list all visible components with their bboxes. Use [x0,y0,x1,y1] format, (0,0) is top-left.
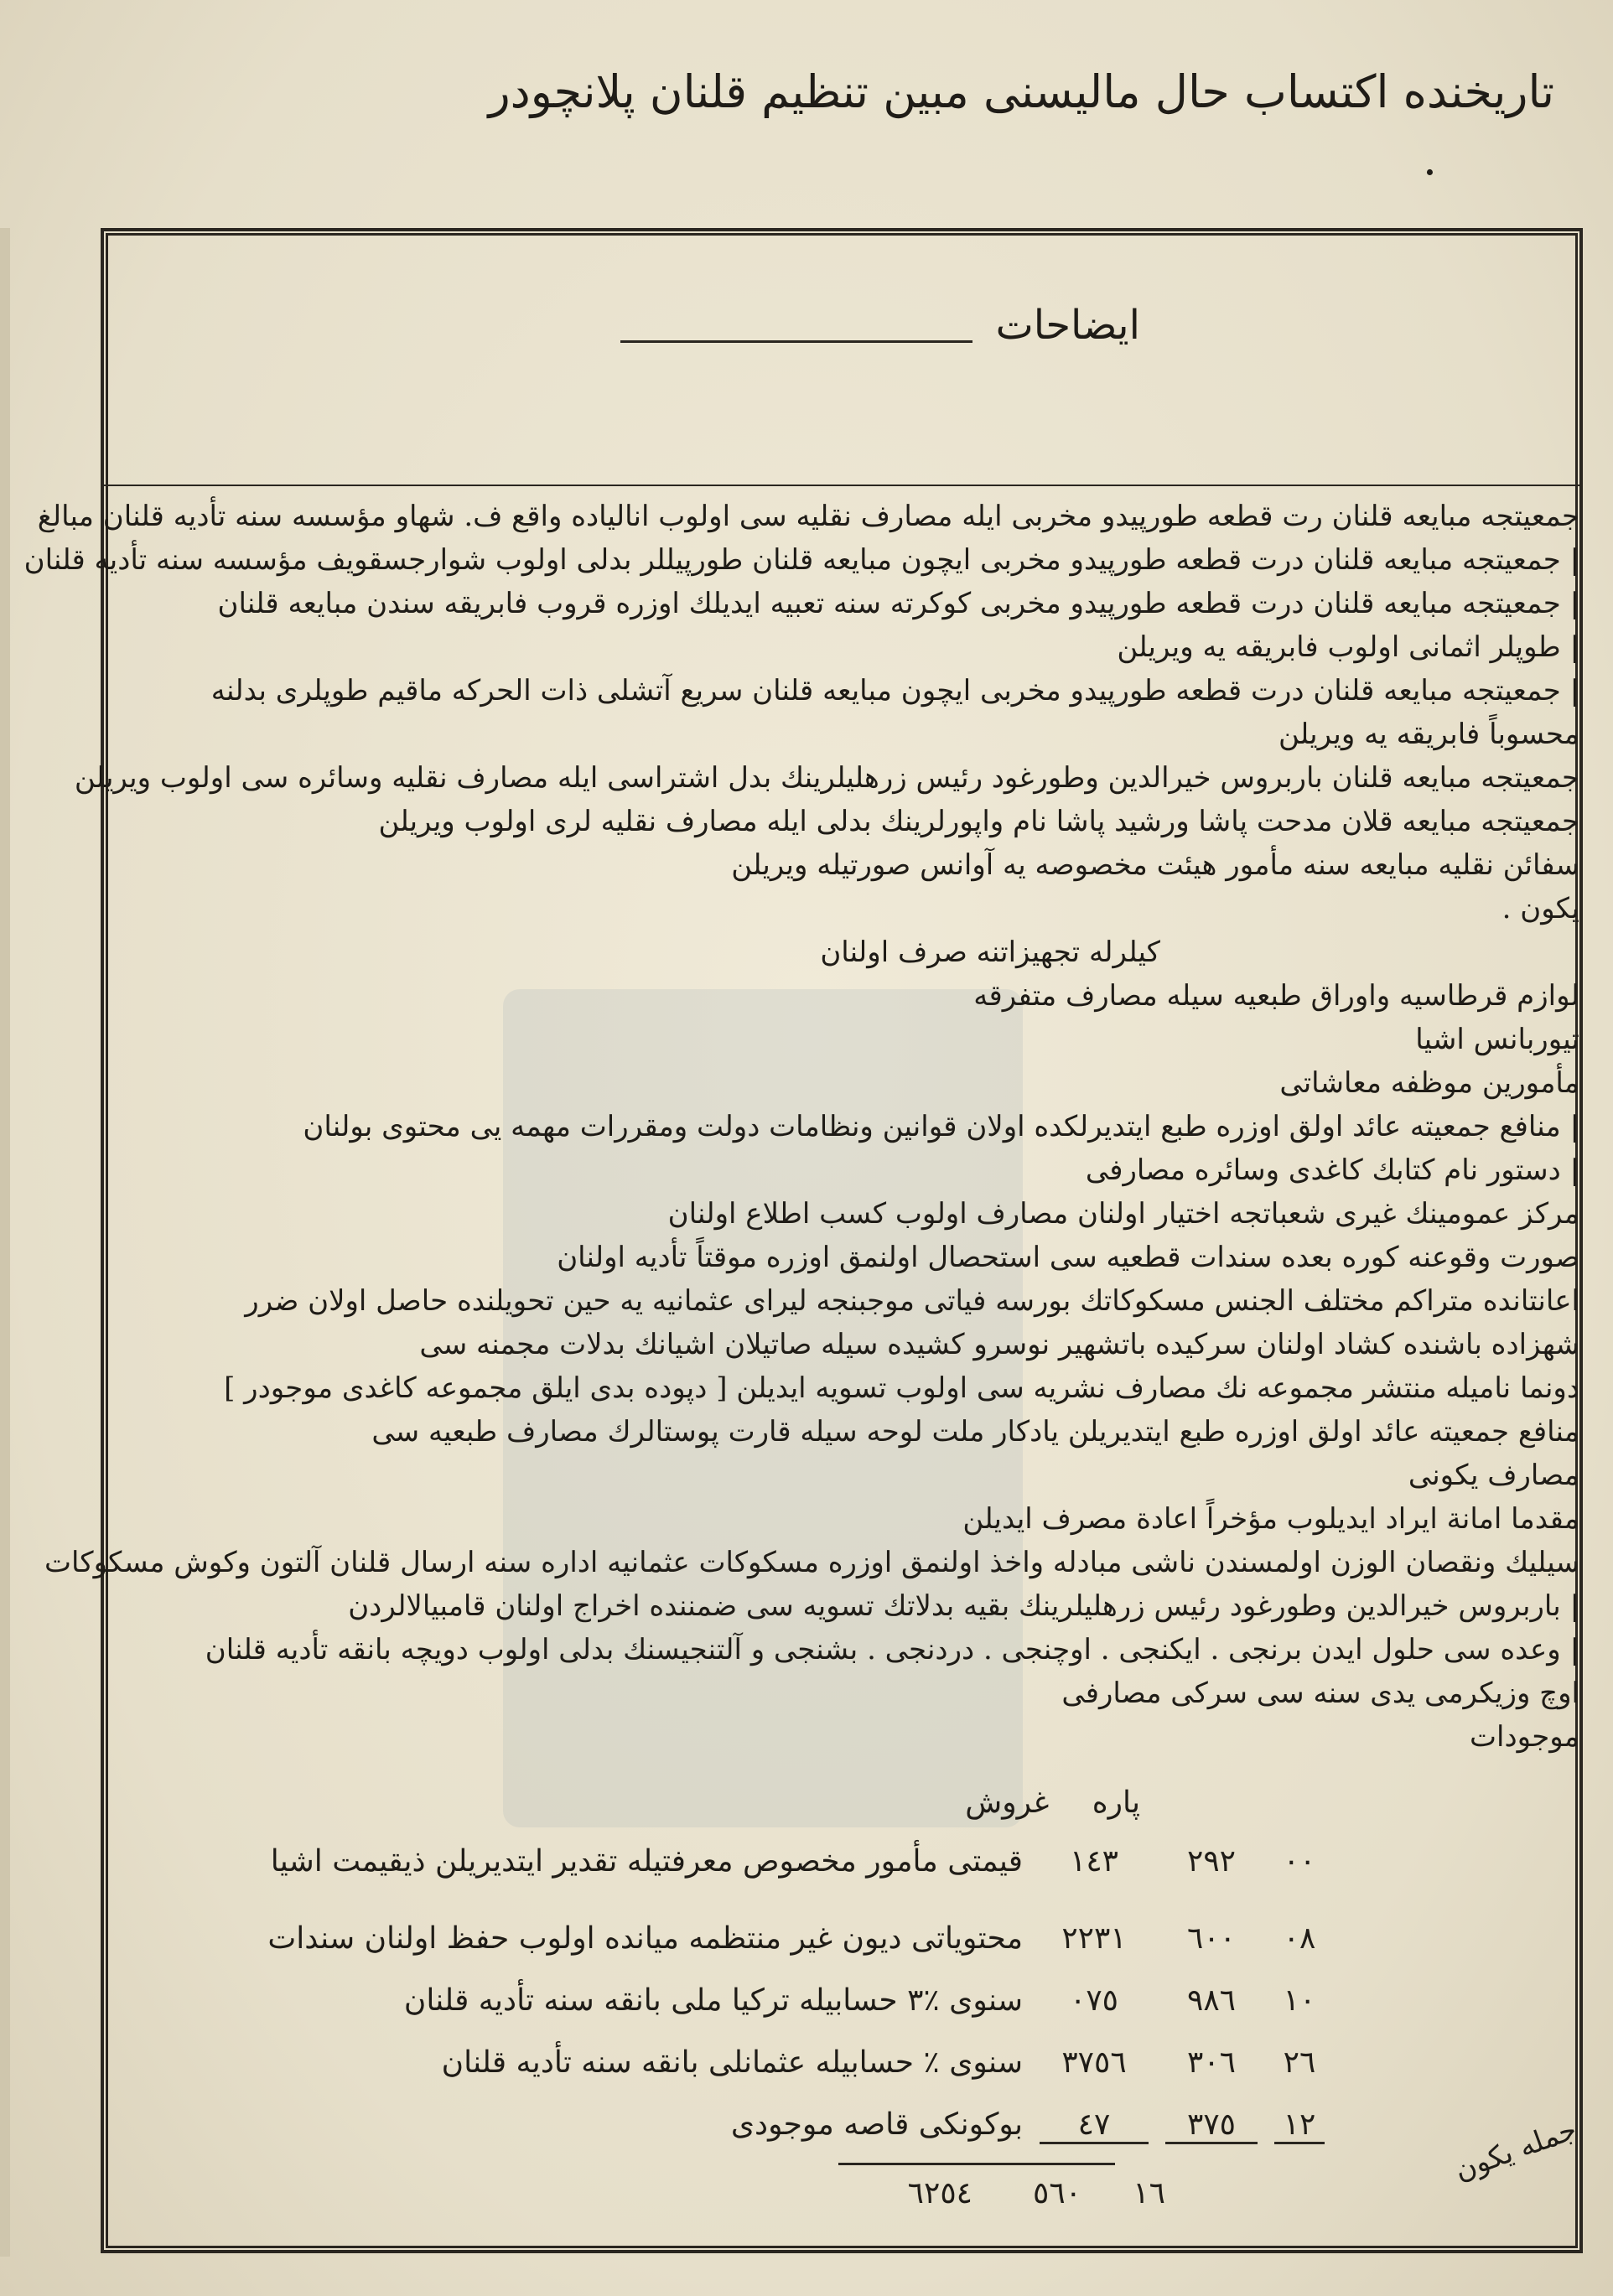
page-header [79,59,1554,193]
text-line: | باربروس خیرالدین وطورغود رئیس زرهلیلرینك بقیه بدلاتك تسویه سی ضمننده اخراج اولنان قامبیالالردن [348,1589,1579,1623]
text-line: دونما نامیله منتشر مجموعه نك مصارف نشریه سی اولوب تسویه ایدیلن [ دپوده بدی ایلق مجموعه کاغدی موجودر ] [224,1371,1579,1405]
text-line: سفائن نقلیه مبایعه سنه مأمور هیئت مخصوصه یه آوانس صورتیله ویریلن [731,848,1579,882]
cell-lira: ٠٧٥ [1069,1983,1118,2018]
cell-desc: قیمتی مأمور مخصوص معرفتیله تقدیر ایتدیریلن ذیقیمت اشیا [270,1844,1023,1879]
text-line: تیوربانس اشیا [1415,1023,1579,1056]
heading-rule [620,340,972,343]
text-line: مأمورین موظفه معاشاتی [1279,1066,1579,1100]
cell-desc: سنوی ٪ حسابیله عثمانلی بانقه سنه تأدیه قلنان [441,2045,1023,2080]
section-divider [104,485,1579,486]
table-row [184,2045,1559,2096]
text-line: مصارف یکونی [1408,1459,1579,1492]
text-line: لوازم قرطاسیه واوراق طبعیه سیله مصارف متفرقه [973,979,1579,1013]
text-line: شهزاده باشنده کشاد اولنان سرکیده باتشهیر نوسرو کشیده سیله صاتیلان اشیانك بدلات مجمنه سی [419,1328,1579,1361]
cell-desc: محتویاتی دیون غیر منتظمه میانده اولوب حفظ اولنان سندات [267,1921,1023,1956]
text-line: یکون . [1501,892,1579,925]
cell-lira: ٢٢٣١ [1061,1921,1127,1956]
text-line: | دستور نام کتابك کاغدی وسائره مصارفی [1085,1153,1579,1187]
cell-lira: ٣٧٥٦ [1061,2045,1127,2080]
total-label: جمله یکون [1450,2112,1582,2188]
table-header [889,1785,1140,1820]
text-line: | جمعیتجه مبایعه قلنان درت قطعه طورپیدو مخربی کوکرته سنه تعبیه ایدیلك اوزره قروب فابریقه سندن مبایعه قلنان [217,587,1579,620]
total-lira: ٦٢٥٤ [907,2176,972,2210]
cell-kurus: ٦٠٠ [1186,1921,1236,1956]
cell-desc: بوکونکی قاصه موجودی [730,2107,1023,2142]
cell-kurus: ٢٩٢ [1186,1844,1236,1879]
cell-kurus: ٣٠٦ [1186,2045,1236,2080]
text-line: | جمعیتجه مبایعه قلنان درت قطعه طورپیدو مخربی ایچون مبایعه قلنان سریع آتشلی ذات الحرکه ماقیم طوپلری بدلنه [210,674,1579,707]
text-line: مقدما امانة ایراد ایدیلوب مؤخراً اعادة مصرف ایدیلن [962,1502,1579,1536]
table-row [184,2107,1559,2158]
section-title: ایضاحات [995,302,1140,349]
sum-rule [838,2163,1115,2165]
text-line: مرکز عمومینك غیری شعباتجه اختیار اولنان مصارف اولوب کسب اطلاع اولنان [667,1197,1579,1231]
text-line: اعانتانده متراکم مختلف الجنس مسکوکاتك بورسه فیاتی موجبنجه لیرای عثمانیه یه حین تحویلنده حاصل اولان ضرر [245,1284,1579,1318]
text-line: منافع جمعیته عائد اولق اوزره طبع ایتدیریلن یادکار ملت لوحه سیله قارت پوستالرك مصارف طبعیه سی [371,1415,1579,1449]
text-line: جمعیتجه مبایعه قلنان رت قطعه طورپیدو مخربی ایله مصارف نقلیه سی اولوب انالیاده واقع ف. شهاو مؤسسه سنه تأدیه قلنان مبالغ [37,500,1579,533]
cell-kurus: ٩٨٦ [1186,1983,1236,2018]
text-line: | منافع جمعیته عائد اولق اوزره طبع ایتدیرلکده اولان قوانین ونظامات دولت ومقررات مهمه یی محتوی بولنان [303,1110,1579,1143]
cell-para: ١٠ [1283,1983,1316,2018]
table-row [184,1983,1559,2034]
cell-lira: ٤٧ [1040,2107,1149,2144]
text-line: سیلیك ونقصان الوزن اولمسندن ناشی مبادله واخذ اولنمق اوزره مسکوکات عثمانیه اداره سنه ارسال قلنان آلتون وکوش مسکوکات [44,1546,1579,1579]
total-para: ١٦ [1133,2176,1165,2210]
header-line-2: . [1422,132,1437,185]
cell-para: ٠٠ [1283,1844,1316,1879]
text-line: | جمعیتجه مبایعه قلنان درت قطعه طورپیدو مخربی ایچون مبایعه قلنان طورپیللر بدلی اولوب شوارجسقویف مؤسسه سنه تأدیه قلنان [23,543,1579,577]
text-line: موجودات [1470,1720,1579,1754]
page-edge [0,228,10,2257]
text-line: جمعیتجه مبایعه قلان مدحت پاشا ورشید پاشا نام واپورلرینك بدلی ایله مصارف نقلیه لری اولوب ویریلن [378,805,1579,838]
cell-para: ٢٦ [1283,2045,1316,2080]
cell-lira: ١٤٣ [1069,1844,1118,1879]
header-kurus: غروش [965,1785,1050,1820]
header-line-1: تاریخنده اکتساب حال مالیسنی مبین تنظیم قلنان پلانچودر [488,65,1554,118]
text-line: کیلرله تجهیزاتنه صرف اولنان [820,936,1160,969]
text-line: اوچ وزیکرمی یدی سنه سی سرکی مصارفی [1061,1677,1579,1710]
total-kurus: ٥٦٠ [1032,2176,1081,2210]
cell-desc: سنوی ٪٣ حسابیله ترکیا ملی بانقه سنه تأدیه قلنان [403,1983,1023,2018]
total-row [830,2176,1165,2226]
text-line: جمعیتجه مبایعه قلنان باربروس خیرالدین وطورغود رئیس زرهلیلرینك بدل اشتراسی ایله مصارف نقلیه وسائره سی اولوب ویریلن [74,761,1579,795]
text-line: | وعده سی حلول ایدن برنجی . ایکنجی . اوچنجی . دردنجی . بشنجی و آلتنجیسنك بدلی اولوب دویچه بانقه تأدیه قلنان [205,1633,1579,1666]
cell-para: ١٢ [1274,2107,1325,2144]
table-row [184,1921,1559,1972]
cell-kurus: ٣٧٥ [1165,2107,1258,2144]
text-line: محسوباً فابریقه یه ویریلن [1278,718,1579,751]
table-row [184,1844,1559,1894]
section-heading [620,302,1140,360]
text-line: | طوپلر اثمانی اولوب فابریقه یه ویریلن [1117,630,1579,664]
header-para: پاره [1092,1785,1140,1820]
text-line: صورت وقوعنه کوره بعده سندات قطعیه سی استحصال اولنمق اوزره موقتاً تأدیه اولنان [557,1241,1579,1274]
explanations-body [23,495,1579,1759]
cell-para: ٠٨ [1283,1921,1316,1956]
